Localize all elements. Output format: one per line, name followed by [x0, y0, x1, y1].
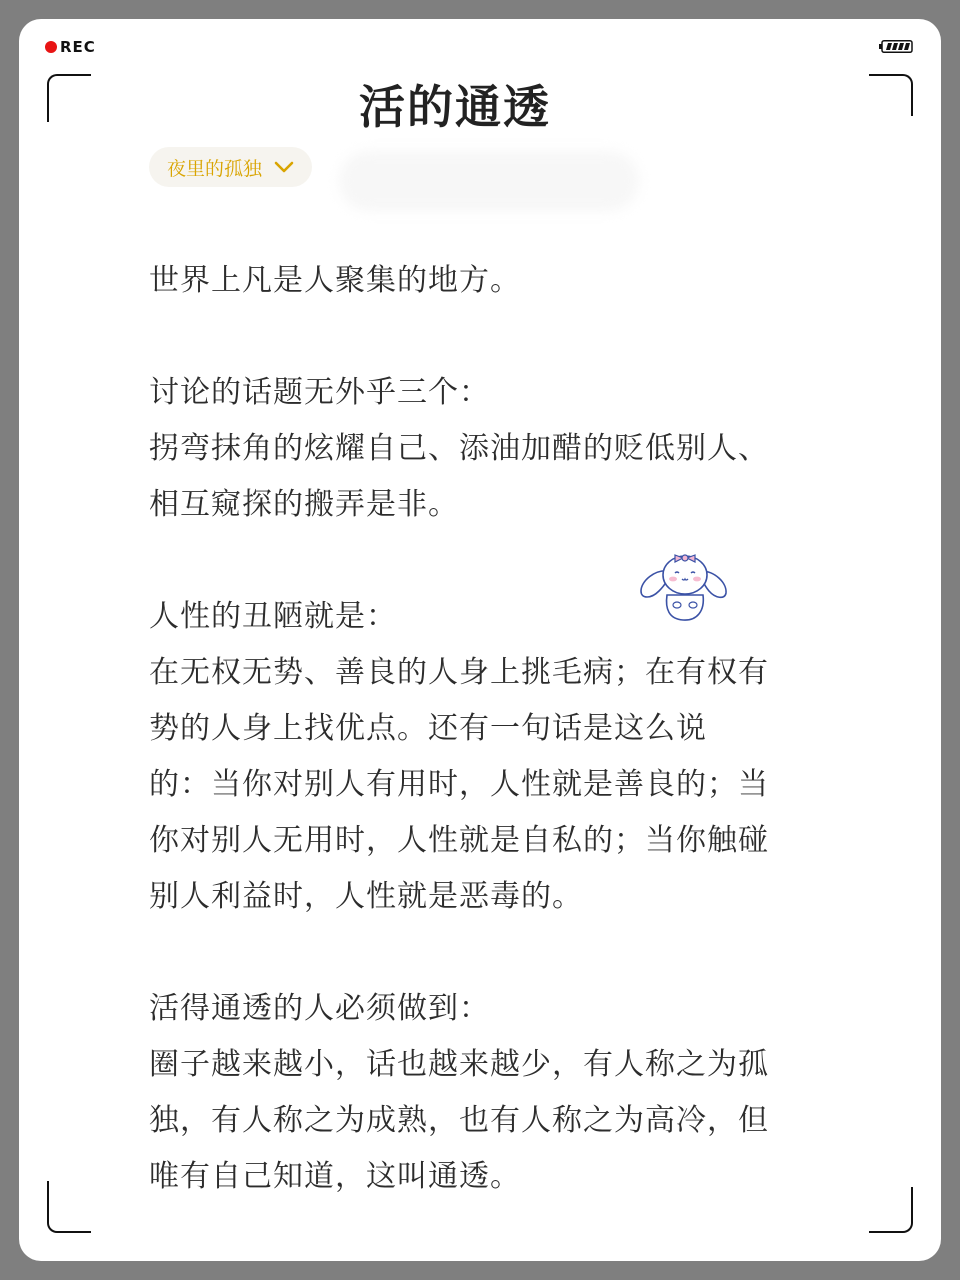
- article-body: [149, 253, 839, 1261]
- viewfinder-corner-bottom-left: [47, 1181, 91, 1233]
- blurred-area: [339, 151, 639, 211]
- text-line: 世界上凡是人聚集的地方。: [149, 263, 521, 298]
- author-tag[interactable]: [149, 147, 312, 187]
- author-name: 夜里的孤独: [167, 157, 263, 180]
- text-line: 你对别人无用时，人性就是自私的；当你触碰: [149, 823, 769, 858]
- paragraph-3: [149, 589, 839, 925]
- chevron-down-icon: [274, 160, 294, 174]
- text-line: 别人利益时，人性就是恶毒的。: [149, 879, 583, 914]
- text-line: 的：当你对别人有用时，人性就是善良的；当: [149, 767, 769, 802]
- rec-indicator: [45, 38, 96, 56]
- paragraph-1: [149, 253, 839, 309]
- text-line: 拐弯抹角的炫耀自己、添油加醋的贬低别人、: [149, 431, 769, 466]
- text-line: 人性的丑陋就是：: [149, 599, 397, 634]
- text-line: 独，有人称之为成熟，也有人称之为高冷，但: [149, 1103, 769, 1138]
- paragraph-2: [149, 365, 839, 533]
- text-line: 讨论的话题无外乎三个：: [149, 375, 490, 410]
- text-line: 活得通透的人必须做到：: [149, 991, 490, 1026]
- text-line: 圈子越来越小，话也越来越少，有人称之为孤: [149, 1047, 769, 1082]
- text-line: 在无权无势、善良的人身上挑毛病；在有权有: [149, 655, 769, 690]
- battery-icon: [879, 40, 913, 53]
- record-dot-icon: [45, 41, 57, 53]
- text-line: 唯有自己知道，这叫通透。: [149, 1159, 521, 1194]
- text-line: 相互窥探的搬弄是非。: [149, 487, 459, 522]
- rec-label: REC: [60, 38, 96, 56]
- note-card: [19, 19, 941, 1261]
- paragraph-4: [149, 981, 839, 1205]
- text-line: 势的人身上找优点。还有一句话是这么说: [149, 711, 707, 746]
- bunny-sticker-icon: [637, 545, 731, 623]
- page-title: 活的通透: [359, 80, 551, 134]
- viewfinder-corner-bottom-right: [869, 1187, 913, 1233]
